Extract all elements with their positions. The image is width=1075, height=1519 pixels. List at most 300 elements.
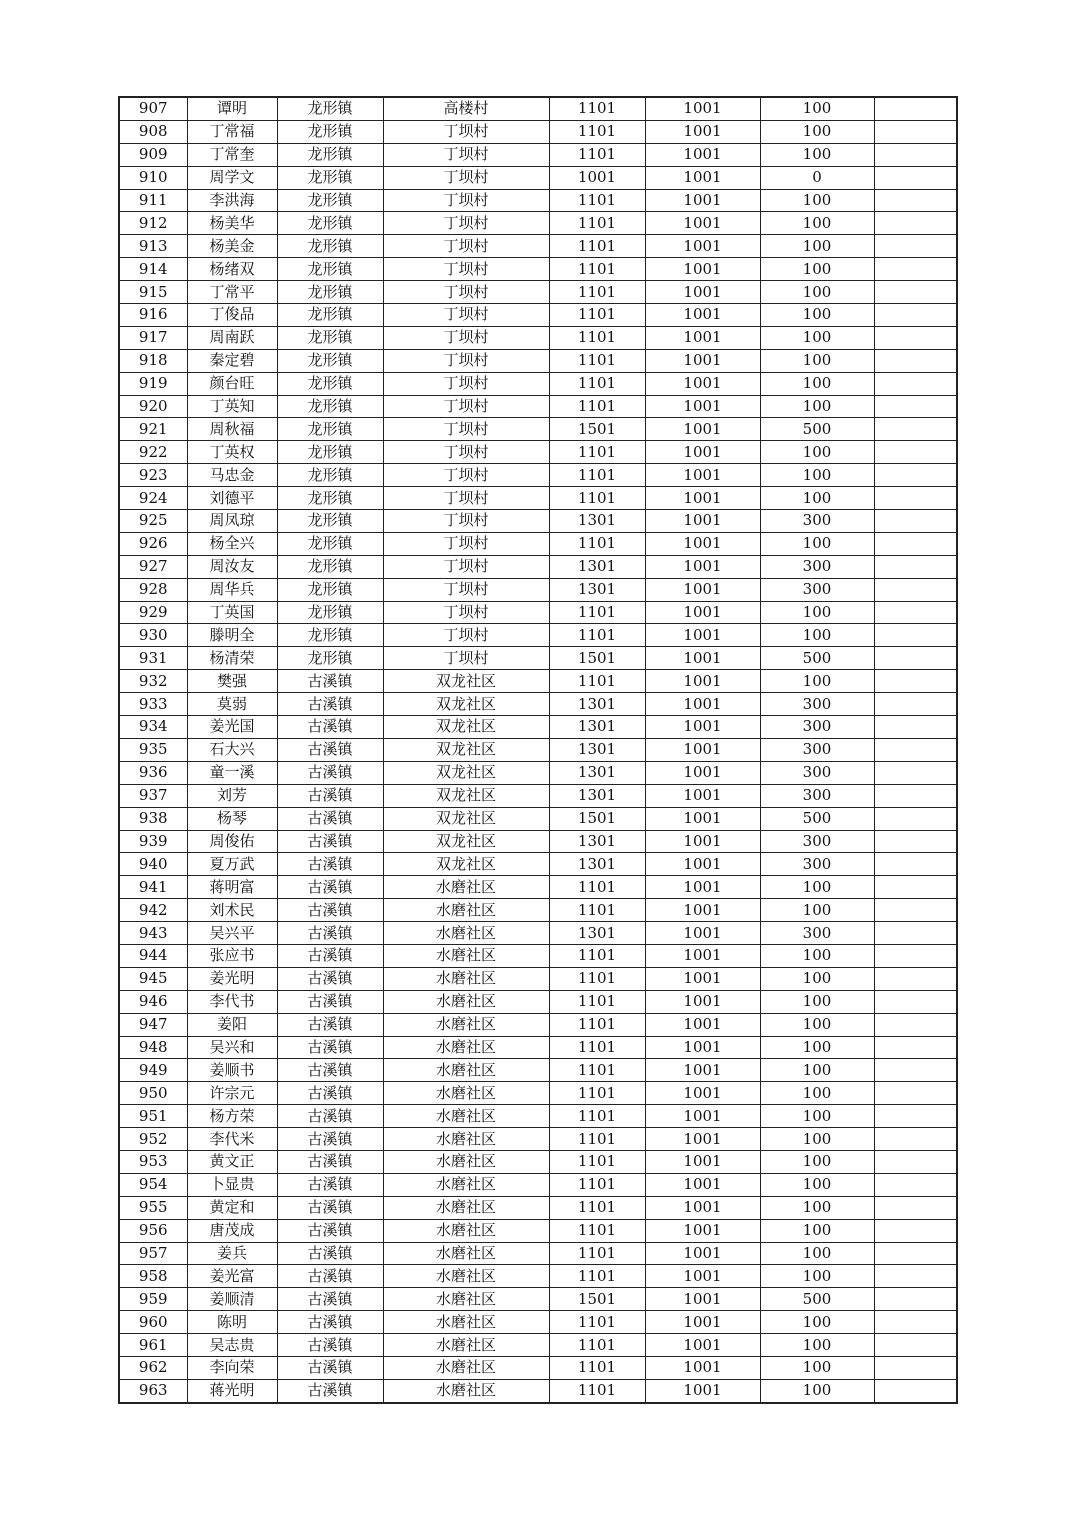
cell-difference: 500 — [760, 647, 874, 670]
cell-value-a: 1301 — [549, 738, 645, 761]
cell-value-a: 1301 — [549, 510, 645, 533]
cell-value-b: 1001 — [645, 349, 760, 372]
cell-township: 龙形镇 — [277, 510, 383, 533]
cell-row-number: 961 — [119, 1334, 187, 1357]
cell-row-number: 929 — [119, 601, 187, 624]
document-sheet — [118, 96, 956, 1404]
cell-value-b: 1001 — [645, 1379, 760, 1402]
cell-township: 龙形镇 — [277, 555, 383, 578]
cell-value-b: 1001 — [645, 120, 760, 143]
cell-difference: 100 — [760, 349, 874, 372]
cell-value-b: 1001 — [645, 326, 760, 349]
cell-row-number: 962 — [119, 1356, 187, 1379]
cell-remark — [874, 807, 957, 830]
cell-value-b: 1001 — [645, 372, 760, 395]
cell-person-name: 丁常福 — [187, 120, 277, 143]
cell-village: 双龙社区 — [383, 716, 549, 739]
cell-person-name: 丁常奎 — [187, 143, 277, 166]
cell-township: 古溪镇 — [277, 1128, 383, 1151]
table-row — [119, 441, 957, 464]
cell-row-number: 934 — [119, 716, 187, 739]
cell-township: 古溪镇 — [277, 1219, 383, 1242]
table-row — [119, 189, 957, 212]
table-row — [119, 487, 957, 510]
cell-township: 古溪镇 — [277, 1082, 383, 1105]
table-row — [119, 967, 957, 990]
cell-value-a: 1301 — [549, 922, 645, 945]
cell-value-a: 1101 — [549, 235, 645, 258]
cell-value-b: 1001 — [645, 716, 760, 739]
cell-row-number: 916 — [119, 304, 187, 327]
cell-village: 丁坝村 — [383, 601, 549, 624]
cell-remark — [874, 601, 957, 624]
cell-village: 丁坝村 — [383, 555, 549, 578]
cell-remark — [874, 1173, 957, 1196]
cell-remark — [874, 1082, 957, 1105]
cell-village: 水磨社区 — [383, 1334, 549, 1357]
cell-remark — [874, 1196, 957, 1219]
cell-value-b: 1001 — [645, 1082, 760, 1105]
cell-row-number: 946 — [119, 990, 187, 1013]
table-row — [119, 899, 957, 922]
table-row — [119, 1082, 957, 1105]
cell-village: 丁坝村 — [383, 349, 549, 372]
table-row — [119, 349, 957, 372]
cell-difference: 100 — [760, 1356, 874, 1379]
table-row — [119, 258, 957, 281]
cell-village: 水磨社区 — [383, 1379, 549, 1402]
table-row — [119, 1150, 957, 1173]
table-row — [119, 1356, 957, 1379]
cell-difference: 100 — [760, 1334, 874, 1357]
cell-value-a: 1501 — [549, 807, 645, 830]
cell-remark — [874, 1105, 957, 1128]
cell-difference: 500 — [760, 418, 874, 441]
table-row — [119, 418, 957, 441]
table-row — [119, 601, 957, 624]
table-row — [119, 738, 957, 761]
cell-village: 水磨社区 — [383, 899, 549, 922]
cell-remark — [874, 1013, 957, 1036]
cell-township: 龙形镇 — [277, 372, 383, 395]
cell-value-a: 1101 — [549, 258, 645, 281]
cell-row-number: 930 — [119, 624, 187, 647]
cell-row-number: 927 — [119, 555, 187, 578]
cell-person-name: 张应书 — [187, 944, 277, 967]
table-row — [119, 830, 957, 853]
cell-remark — [874, 922, 957, 945]
table-row — [119, 1311, 957, 1334]
table-row — [119, 853, 957, 876]
cell-row-number: 932 — [119, 670, 187, 693]
cell-township: 龙形镇 — [277, 326, 383, 349]
cell-value-a: 1101 — [549, 189, 645, 212]
cell-township: 龙形镇 — [277, 624, 383, 647]
cell-value-b: 1001 — [645, 1242, 760, 1265]
table-row — [119, 578, 957, 601]
cell-value-a: 1101 — [549, 1311, 645, 1334]
cell-remark — [874, 647, 957, 670]
cell-village: 双龙社区 — [383, 830, 549, 853]
cell-remark — [874, 1036, 957, 1059]
cell-remark — [874, 1334, 957, 1357]
cell-row-number: 910 — [119, 166, 187, 189]
table-row — [119, 372, 957, 395]
cell-village: 水磨社区 — [383, 1082, 549, 1105]
cell-row-number: 958 — [119, 1265, 187, 1288]
cell-township: 龙形镇 — [277, 166, 383, 189]
table-row — [119, 97, 957, 120]
cell-remark — [874, 990, 957, 1013]
cell-value-b: 1001 — [645, 1150, 760, 1173]
cell-remark — [874, 1150, 957, 1173]
cell-remark — [874, 899, 957, 922]
cell-township: 古溪镇 — [277, 1288, 383, 1311]
cell-village: 双龙社区 — [383, 853, 549, 876]
cell-value-a: 1101 — [549, 97, 645, 120]
cell-township: 古溪镇 — [277, 1265, 383, 1288]
cell-row-number: 947 — [119, 1013, 187, 1036]
cell-row-number: 940 — [119, 853, 187, 876]
cell-value-a: 1101 — [549, 1219, 645, 1242]
cell-difference: 100 — [760, 464, 874, 487]
cell-value-a: 1101 — [549, 1265, 645, 1288]
cell-remark — [874, 555, 957, 578]
cell-person-name: 姜光国 — [187, 716, 277, 739]
cell-village: 丁坝村 — [383, 258, 549, 281]
cell-remark — [874, 212, 957, 235]
table-row — [119, 693, 957, 716]
cell-difference: 100 — [760, 1105, 874, 1128]
cell-difference: 100 — [760, 1013, 874, 1036]
cell-value-a: 1101 — [549, 1173, 645, 1196]
cell-difference: 100 — [760, 281, 874, 304]
cell-person-name: 石大兴 — [187, 738, 277, 761]
cell-person-name: 樊强 — [187, 670, 277, 693]
cell-difference: 100 — [760, 876, 874, 899]
table-row — [119, 716, 957, 739]
cell-row-number: 956 — [119, 1219, 187, 1242]
cell-person-name: 周学文 — [187, 166, 277, 189]
table-row — [119, 647, 957, 670]
cell-township: 古溪镇 — [277, 830, 383, 853]
cell-person-name: 谭明 — [187, 97, 277, 120]
cell-person-name: 姜光富 — [187, 1265, 277, 1288]
cell-township: 古溪镇 — [277, 1242, 383, 1265]
cell-township: 古溪镇 — [277, 670, 383, 693]
cell-remark — [874, 738, 957, 761]
cell-person-name: 周华兵 — [187, 578, 277, 601]
cell-village: 水磨社区 — [383, 1265, 549, 1288]
cell-person-name: 夏万武 — [187, 853, 277, 876]
cell-row-number: 909 — [119, 143, 187, 166]
cell-difference: 300 — [760, 830, 874, 853]
cell-village: 水磨社区 — [383, 1288, 549, 1311]
cell-value-b: 1001 — [645, 464, 760, 487]
cell-person-name: 姜阳 — [187, 1013, 277, 1036]
cell-difference: 100 — [760, 1242, 874, 1265]
cell-row-number: 948 — [119, 1036, 187, 1059]
cell-difference: 300 — [760, 578, 874, 601]
cell-value-b: 1001 — [645, 418, 760, 441]
cell-value-a: 1301 — [549, 578, 645, 601]
cell-person-name: 吴兴平 — [187, 922, 277, 945]
cell-value-a: 1101 — [549, 372, 645, 395]
cell-village: 水磨社区 — [383, 1242, 549, 1265]
cell-person-name: 周汝友 — [187, 555, 277, 578]
table-row — [119, 464, 957, 487]
cell-township: 古溪镇 — [277, 990, 383, 1013]
cell-village: 丁坝村 — [383, 326, 549, 349]
cell-difference: 100 — [760, 487, 874, 510]
cell-village: 双龙社区 — [383, 693, 549, 716]
cell-value-b: 1001 — [645, 166, 760, 189]
cell-row-number: 935 — [119, 738, 187, 761]
cell-township: 龙形镇 — [277, 464, 383, 487]
cell-difference: 500 — [760, 807, 874, 830]
table-row — [119, 1288, 957, 1311]
cell-difference: 100 — [760, 235, 874, 258]
cell-village: 丁坝村 — [383, 372, 549, 395]
cell-difference: 100 — [760, 120, 874, 143]
table-row — [119, 166, 957, 189]
cell-remark — [874, 326, 957, 349]
cell-difference: 100 — [760, 326, 874, 349]
cell-village: 水磨社区 — [383, 1219, 549, 1242]
cell-remark — [874, 1356, 957, 1379]
cell-value-a: 1301 — [549, 853, 645, 876]
cell-row-number: 960 — [119, 1311, 187, 1334]
cell-remark — [874, 716, 957, 739]
cell-difference: 300 — [760, 555, 874, 578]
cell-village: 丁坝村 — [383, 487, 549, 510]
cell-township: 龙形镇 — [277, 647, 383, 670]
table-row — [119, 807, 957, 830]
cell-value-b: 1001 — [645, 807, 760, 830]
cell-value-b: 1001 — [645, 304, 760, 327]
cell-value-a: 1101 — [549, 326, 645, 349]
cell-township: 龙形镇 — [277, 532, 383, 555]
cell-person-name: 刘术民 — [187, 899, 277, 922]
cell-value-b: 1001 — [645, 441, 760, 464]
cell-row-number: 919 — [119, 372, 187, 395]
cell-value-a: 1101 — [549, 464, 645, 487]
cell-row-number: 923 — [119, 464, 187, 487]
table-row — [119, 395, 957, 418]
cell-row-number: 920 — [119, 395, 187, 418]
cell-difference: 100 — [760, 532, 874, 555]
cell-township: 古溪镇 — [277, 944, 383, 967]
cell-row-number: 914 — [119, 258, 187, 281]
cell-remark — [874, 876, 957, 899]
cell-village: 丁坝村 — [383, 304, 549, 327]
cell-value-b: 1001 — [645, 944, 760, 967]
cell-difference: 100 — [760, 601, 874, 624]
cell-value-a: 1101 — [549, 532, 645, 555]
table-row — [119, 876, 957, 899]
cell-value-a: 1101 — [549, 1082, 645, 1105]
cell-township: 古溪镇 — [277, 922, 383, 945]
cell-value-a: 1101 — [549, 944, 645, 967]
table-row — [119, 326, 957, 349]
cell-value-b: 1001 — [645, 578, 760, 601]
cell-difference: 100 — [760, 1128, 874, 1151]
cell-value-b: 1001 — [645, 1173, 760, 1196]
cell-village: 水磨社区 — [383, 944, 549, 967]
cell-village: 丁坝村 — [383, 212, 549, 235]
cell-value-b: 1001 — [645, 212, 760, 235]
cell-remark — [874, 235, 957, 258]
data-table — [118, 96, 958, 1404]
cell-value-b: 1001 — [645, 624, 760, 647]
cell-remark — [874, 967, 957, 990]
cell-row-number: 925 — [119, 510, 187, 533]
cell-value-a: 1101 — [549, 441, 645, 464]
cell-value-a: 1101 — [549, 1059, 645, 1082]
cell-village: 丁坝村 — [383, 418, 549, 441]
table-row — [119, 1173, 957, 1196]
cell-township: 古溪镇 — [277, 1036, 383, 1059]
cell-difference: 100 — [760, 990, 874, 1013]
cell-value-b: 1001 — [645, 738, 760, 761]
cell-person-name: 周俊佑 — [187, 830, 277, 853]
cell-township: 古溪镇 — [277, 1105, 383, 1128]
table-row — [119, 1219, 957, 1242]
cell-difference: 100 — [760, 372, 874, 395]
table-row — [119, 1379, 957, 1402]
cell-remark — [874, 464, 957, 487]
cell-township: 古溪镇 — [277, 1379, 383, 1402]
cell-value-a: 1101 — [549, 670, 645, 693]
cell-value-a: 1301 — [549, 555, 645, 578]
cell-remark — [874, 258, 957, 281]
cell-value-a: 1101 — [549, 967, 645, 990]
cell-township: 古溪镇 — [277, 1013, 383, 1036]
cell-township: 古溪镇 — [277, 1311, 383, 1334]
cell-township: 龙形镇 — [277, 418, 383, 441]
cell-remark — [874, 395, 957, 418]
cell-village: 水磨社区 — [383, 1173, 549, 1196]
cell-village: 丁坝村 — [383, 464, 549, 487]
cell-value-a: 1501 — [549, 418, 645, 441]
cell-row-number: 921 — [119, 418, 187, 441]
cell-village: 水磨社区 — [383, 1128, 549, 1151]
cell-person-name: 黄定和 — [187, 1196, 277, 1219]
cell-value-b: 1001 — [645, 967, 760, 990]
cell-value-b: 1001 — [645, 1288, 760, 1311]
cell-person-name: 丁俊品 — [187, 304, 277, 327]
table-row — [119, 235, 957, 258]
table-row — [119, 143, 957, 166]
cell-person-name: 刘芳 — [187, 784, 277, 807]
cell-person-name: 吴兴和 — [187, 1036, 277, 1059]
cell-row-number: 952 — [119, 1128, 187, 1151]
cell-township: 龙形镇 — [277, 281, 383, 304]
cell-difference: 300 — [760, 716, 874, 739]
cell-row-number: 933 — [119, 693, 187, 716]
cell-value-b: 1001 — [645, 670, 760, 693]
cell-person-name: 吴志贵 — [187, 1334, 277, 1357]
cell-value-b: 1001 — [645, 235, 760, 258]
cell-row-number: 944 — [119, 944, 187, 967]
cell-value-a: 1101 — [549, 281, 645, 304]
cell-person-name: 陈明 — [187, 1311, 277, 1334]
cell-row-number: 907 — [119, 97, 187, 120]
cell-value-b: 1001 — [645, 1059, 760, 1082]
cell-village: 水磨社区 — [383, 1059, 549, 1082]
cell-value-a: 1101 — [549, 212, 645, 235]
cell-village: 丁坝村 — [383, 395, 549, 418]
cell-difference: 100 — [760, 1196, 874, 1219]
cell-difference: 100 — [760, 1173, 874, 1196]
cell-remark — [874, 487, 957, 510]
cell-village: 双龙社区 — [383, 807, 549, 830]
cell-person-name: 颜台旺 — [187, 372, 277, 395]
cell-person-name: 周凤琼 — [187, 510, 277, 533]
cell-value-a: 1101 — [549, 1036, 645, 1059]
cell-row-number: 959 — [119, 1288, 187, 1311]
cell-row-number: 945 — [119, 967, 187, 990]
cell-person-name: 杨美金 — [187, 235, 277, 258]
cell-township: 古溪镇 — [277, 784, 383, 807]
cell-village: 丁坝村 — [383, 281, 549, 304]
cell-value-a: 1301 — [549, 693, 645, 716]
cell-value-a: 1101 — [549, 1196, 645, 1219]
cell-row-number: 913 — [119, 235, 187, 258]
cell-value-b: 1001 — [645, 647, 760, 670]
table-row — [119, 532, 957, 555]
cell-row-number: 928 — [119, 578, 187, 601]
cell-value-b: 1001 — [645, 1196, 760, 1219]
cell-row-number: 950 — [119, 1082, 187, 1105]
cell-township: 龙形镇 — [277, 120, 383, 143]
cell-difference: 100 — [760, 1082, 874, 1105]
table-row — [119, 922, 957, 945]
cell-person-name: 姜光明 — [187, 967, 277, 990]
table-row — [119, 944, 957, 967]
cell-row-number: 941 — [119, 876, 187, 899]
cell-value-b: 1001 — [645, 601, 760, 624]
cell-value-b: 1001 — [645, 784, 760, 807]
cell-person-name: 杨美华 — [187, 212, 277, 235]
cell-village: 水磨社区 — [383, 1105, 549, 1128]
cell-row-number: 931 — [119, 647, 187, 670]
cell-remark — [874, 510, 957, 533]
cell-value-b: 1001 — [645, 693, 760, 716]
cell-value-b: 1001 — [645, 1265, 760, 1288]
cell-value-b: 1001 — [645, 876, 760, 899]
cell-difference: 300 — [760, 784, 874, 807]
cell-person-name: 滕明全 — [187, 624, 277, 647]
cell-village: 丁坝村 — [383, 166, 549, 189]
table-row — [119, 212, 957, 235]
cell-row-number: 954 — [119, 1173, 187, 1196]
cell-remark — [874, 578, 957, 601]
cell-village: 丁坝村 — [383, 441, 549, 464]
cell-township: 龙形镇 — [277, 601, 383, 624]
cell-row-number: 939 — [119, 830, 187, 853]
cell-township: 龙形镇 — [277, 441, 383, 464]
cell-township: 古溪镇 — [277, 807, 383, 830]
cell-village: 丁坝村 — [383, 189, 549, 212]
cell-township: 龙形镇 — [277, 304, 383, 327]
cell-difference: 100 — [760, 441, 874, 464]
cell-value-a: 1101 — [549, 1356, 645, 1379]
cell-value-a: 1101 — [549, 349, 645, 372]
table-row — [119, 510, 957, 533]
cell-row-number: 908 — [119, 120, 187, 143]
cell-difference: 300 — [760, 693, 874, 716]
